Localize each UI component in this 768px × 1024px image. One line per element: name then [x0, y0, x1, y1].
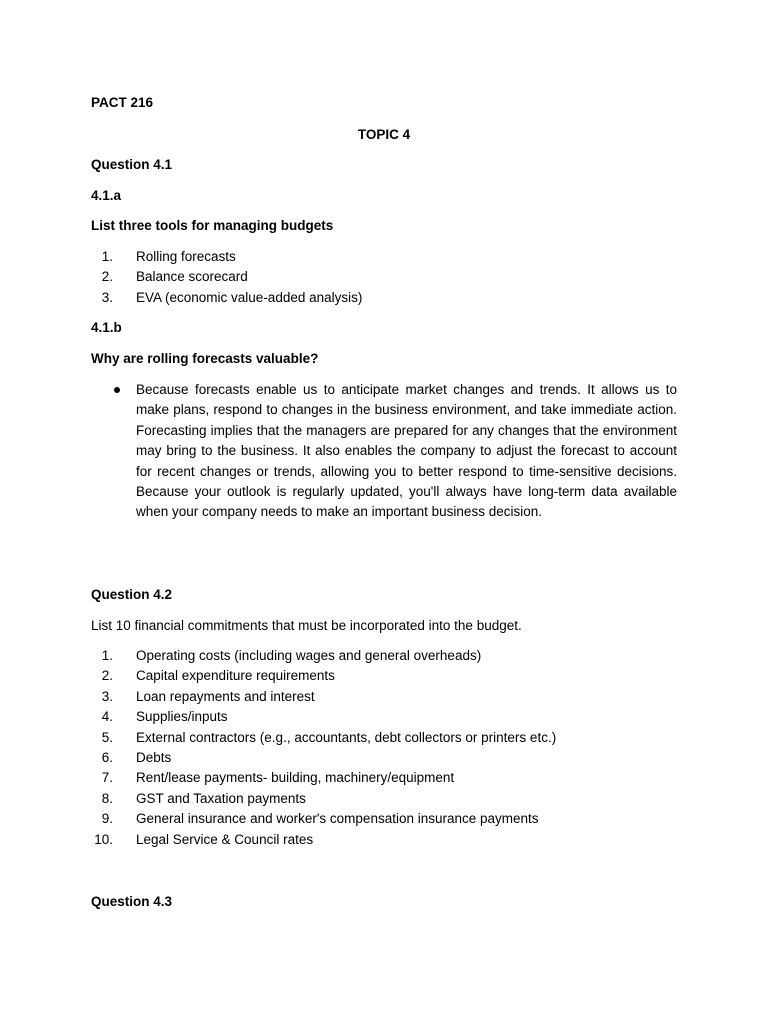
list-item: 5. External contractors (e.g., accountants, debt collectors or printers etc.): [91, 728, 691, 748]
question-4-3-heading: Question 4.3: [91, 894, 173, 909]
list-item: 9. General insurance and worker's compensation insurance payments: [91, 809, 691, 829]
list-item: 2. Balance scorecard: [91, 267, 691, 287]
question-4-2-prompt: List 10 financial commitments that must be incorporated into the budget.: [91, 618, 522, 633]
course-code: PACT 216: [91, 95, 154, 110]
part-4-1-a-prompt: List three tools for managing budgets: [91, 218, 334, 233]
question-4-1-heading: Question 4.1: [91, 157, 173, 172]
list-item: 2. Capital expenditure requirements: [91, 666, 691, 686]
topic-title: TOPIC 4: [357, 127, 411, 142]
answer-text: Because forecasts enable us to anticipate market changes and trends. It allows us to make plans, respond to changes in the business environment, and take immediate action. Forecasting implies that the managers are prepared for any changes that the environment may bring to the business. It also enables the company to adjust the forecast to account for recent changes or trends, allowing you to better respond to time-sensitive decisions. Because your outlook is regularly updated, you'll always have long-term data available when your company needs to make an important business decision.: [136, 382, 677, 520]
part-4-1-a-label: 4.1.a: [91, 188, 122, 203]
list-item-text: Capital expenditure requirements: [136, 668, 335, 684]
list-item-text: Debts: [136, 749, 172, 765]
list-item-text: Legal Service & Council rates: [136, 831, 314, 847]
part-4-1-b-label: 4.1.b: [91, 320, 122, 335]
list-item: 8. GST and Taxation payments: [91, 789, 691, 809]
list-item: 4. Supplies/inputs: [91, 707, 691, 727]
list-item: 1. Operating costs (including wages and general overheads): [91, 646, 691, 666]
list-item-text: EVA (economic value-added analysis): [136, 289, 363, 305]
list-item: 6. Debts: [91, 748, 691, 768]
list-item-text: Rolling forecasts: [136, 249, 236, 264]
list-item: 7. Rent/lease payments- building, machinery/equipment: [91, 768, 691, 788]
list-item: 3. Loan repayments and interest: [91, 687, 691, 707]
list-item-text: External contractors (e.g., accountants, debt collectors or printers etc.): [136, 729, 557, 745]
budget-tools-list: [91, 247, 691, 308]
list-item: 3. EVA (economic value-added analysis): [91, 288, 691, 308]
list-item-text: Rent/lease payments- building, machinery/equipment: [136, 770, 455, 786]
list-item: 10. Legal Service & Council rates: [91, 830, 691, 850]
question-4-2-heading: Question 4.2: [91, 587, 173, 602]
list-item-text: Supplies/inputs: [136, 709, 228, 725]
part-4-1-b-prompt: Why are rolling forecasts valuable?: [91, 351, 319, 366]
list-item-text: General insurance and worker's compensation insurance payments: [136, 811, 539, 827]
list-item-text: GST and Taxation payments: [136, 790, 306, 806]
financial-commitments-list: [91, 646, 691, 850]
list-item-text: Balance scorecard: [136, 269, 248, 285]
list-item: 1. Rolling forecasts: [91, 247, 691, 267]
list-item-text: Operating costs (including wages and general overheads): [136, 648, 482, 663]
bullet-icon: [114, 387, 120, 393]
list-item-text: Loan repayments and interest: [136, 688, 315, 704]
